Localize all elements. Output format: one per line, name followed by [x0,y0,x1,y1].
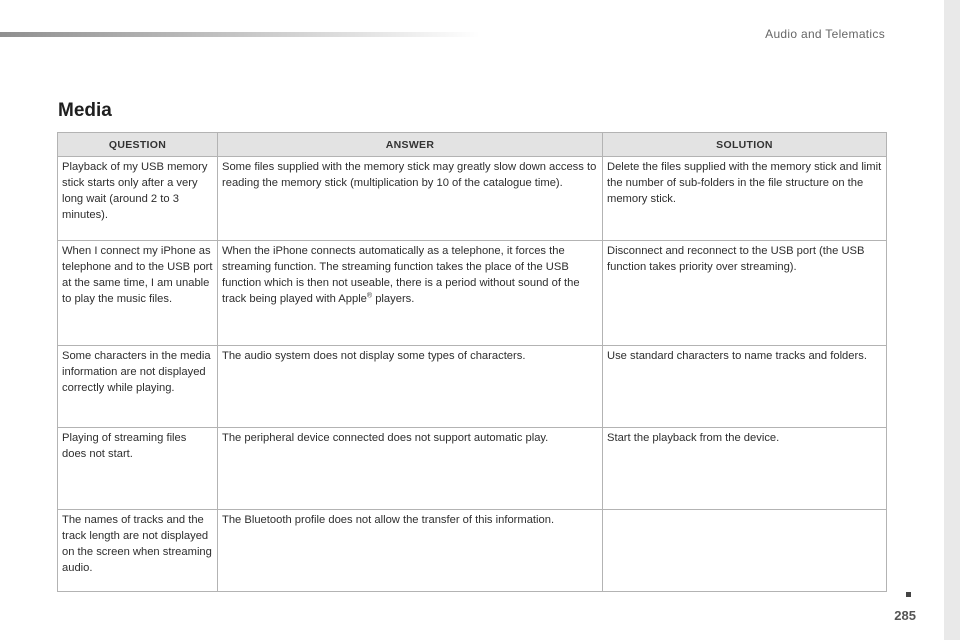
question-cell: When I connect my iPhone as telephone and to the USB port at the same time, I am unable to play the music files. [58,241,218,346]
answer-cell: Some files supplied with the memory stick may greatly slow down access to reading the memory stick (multiplication by 10 of the catalogue time). [218,157,603,241]
solution-cell: Delete the files supplied with the memory stick and limit the number of sub-folders in the file structure on the memory stick. [603,157,887,241]
answer-text: When the iPhone connects automatically as a telephone, it forces the streaming function. The streaming function takes the place of the USB function which is then not useable, there is a period without sound of the track being played with Apple [222,245,580,305]
solution-cell: Disconnect and reconnect to the USB port (the USB function takes priority over streaming). [603,241,887,346]
answer-cell: The audio system does not display some types of characters. [218,346,603,428]
page-edge-strip [944,0,960,640]
table-row [58,428,887,510]
question-cell: Playback of my USB memory stick starts only after a very long wait (around 2 to 3 minutes). [58,157,218,241]
column-header-question: QUESTION [58,133,218,157]
table-row [58,346,887,428]
question-cell: Some characters in the media information are not displayed correctly while playing. [58,346,218,428]
solution-cell: Use standard characters to name tracks and folders. [603,346,887,428]
column-header-answer: ANSWER [218,133,603,157]
answer-cell [218,241,603,346]
page-number: 285 [894,608,916,623]
table-row [58,157,887,241]
header-decorative-bar [0,32,480,37]
solution-cell [603,510,887,592]
answer-cell: The Bluetooth profile does not allow the transfer of this information. [218,510,603,592]
solution-cell: Start the playback from the device. [603,428,887,510]
section-header-title: Audio and Telematics [765,27,885,41]
question-cell: Playing of streaming files does not start. [58,428,218,510]
media-faq-table [57,132,887,592]
page-title: Media [58,100,112,121]
registered-mark: ® [366,292,373,300]
answer-cell: The peripheral device connected does not support automatic play. [218,428,603,510]
answer-text-end: players. [372,293,415,305]
page-marker-square [906,592,911,597]
question-cell: The names of tracks and the track length are not displayed on the screen when streaming audio. [58,510,218,592]
table-row [58,510,887,592]
table-header-row [58,133,887,157]
column-header-solution: SOLUTION [603,133,887,157]
table-row [58,241,887,346]
